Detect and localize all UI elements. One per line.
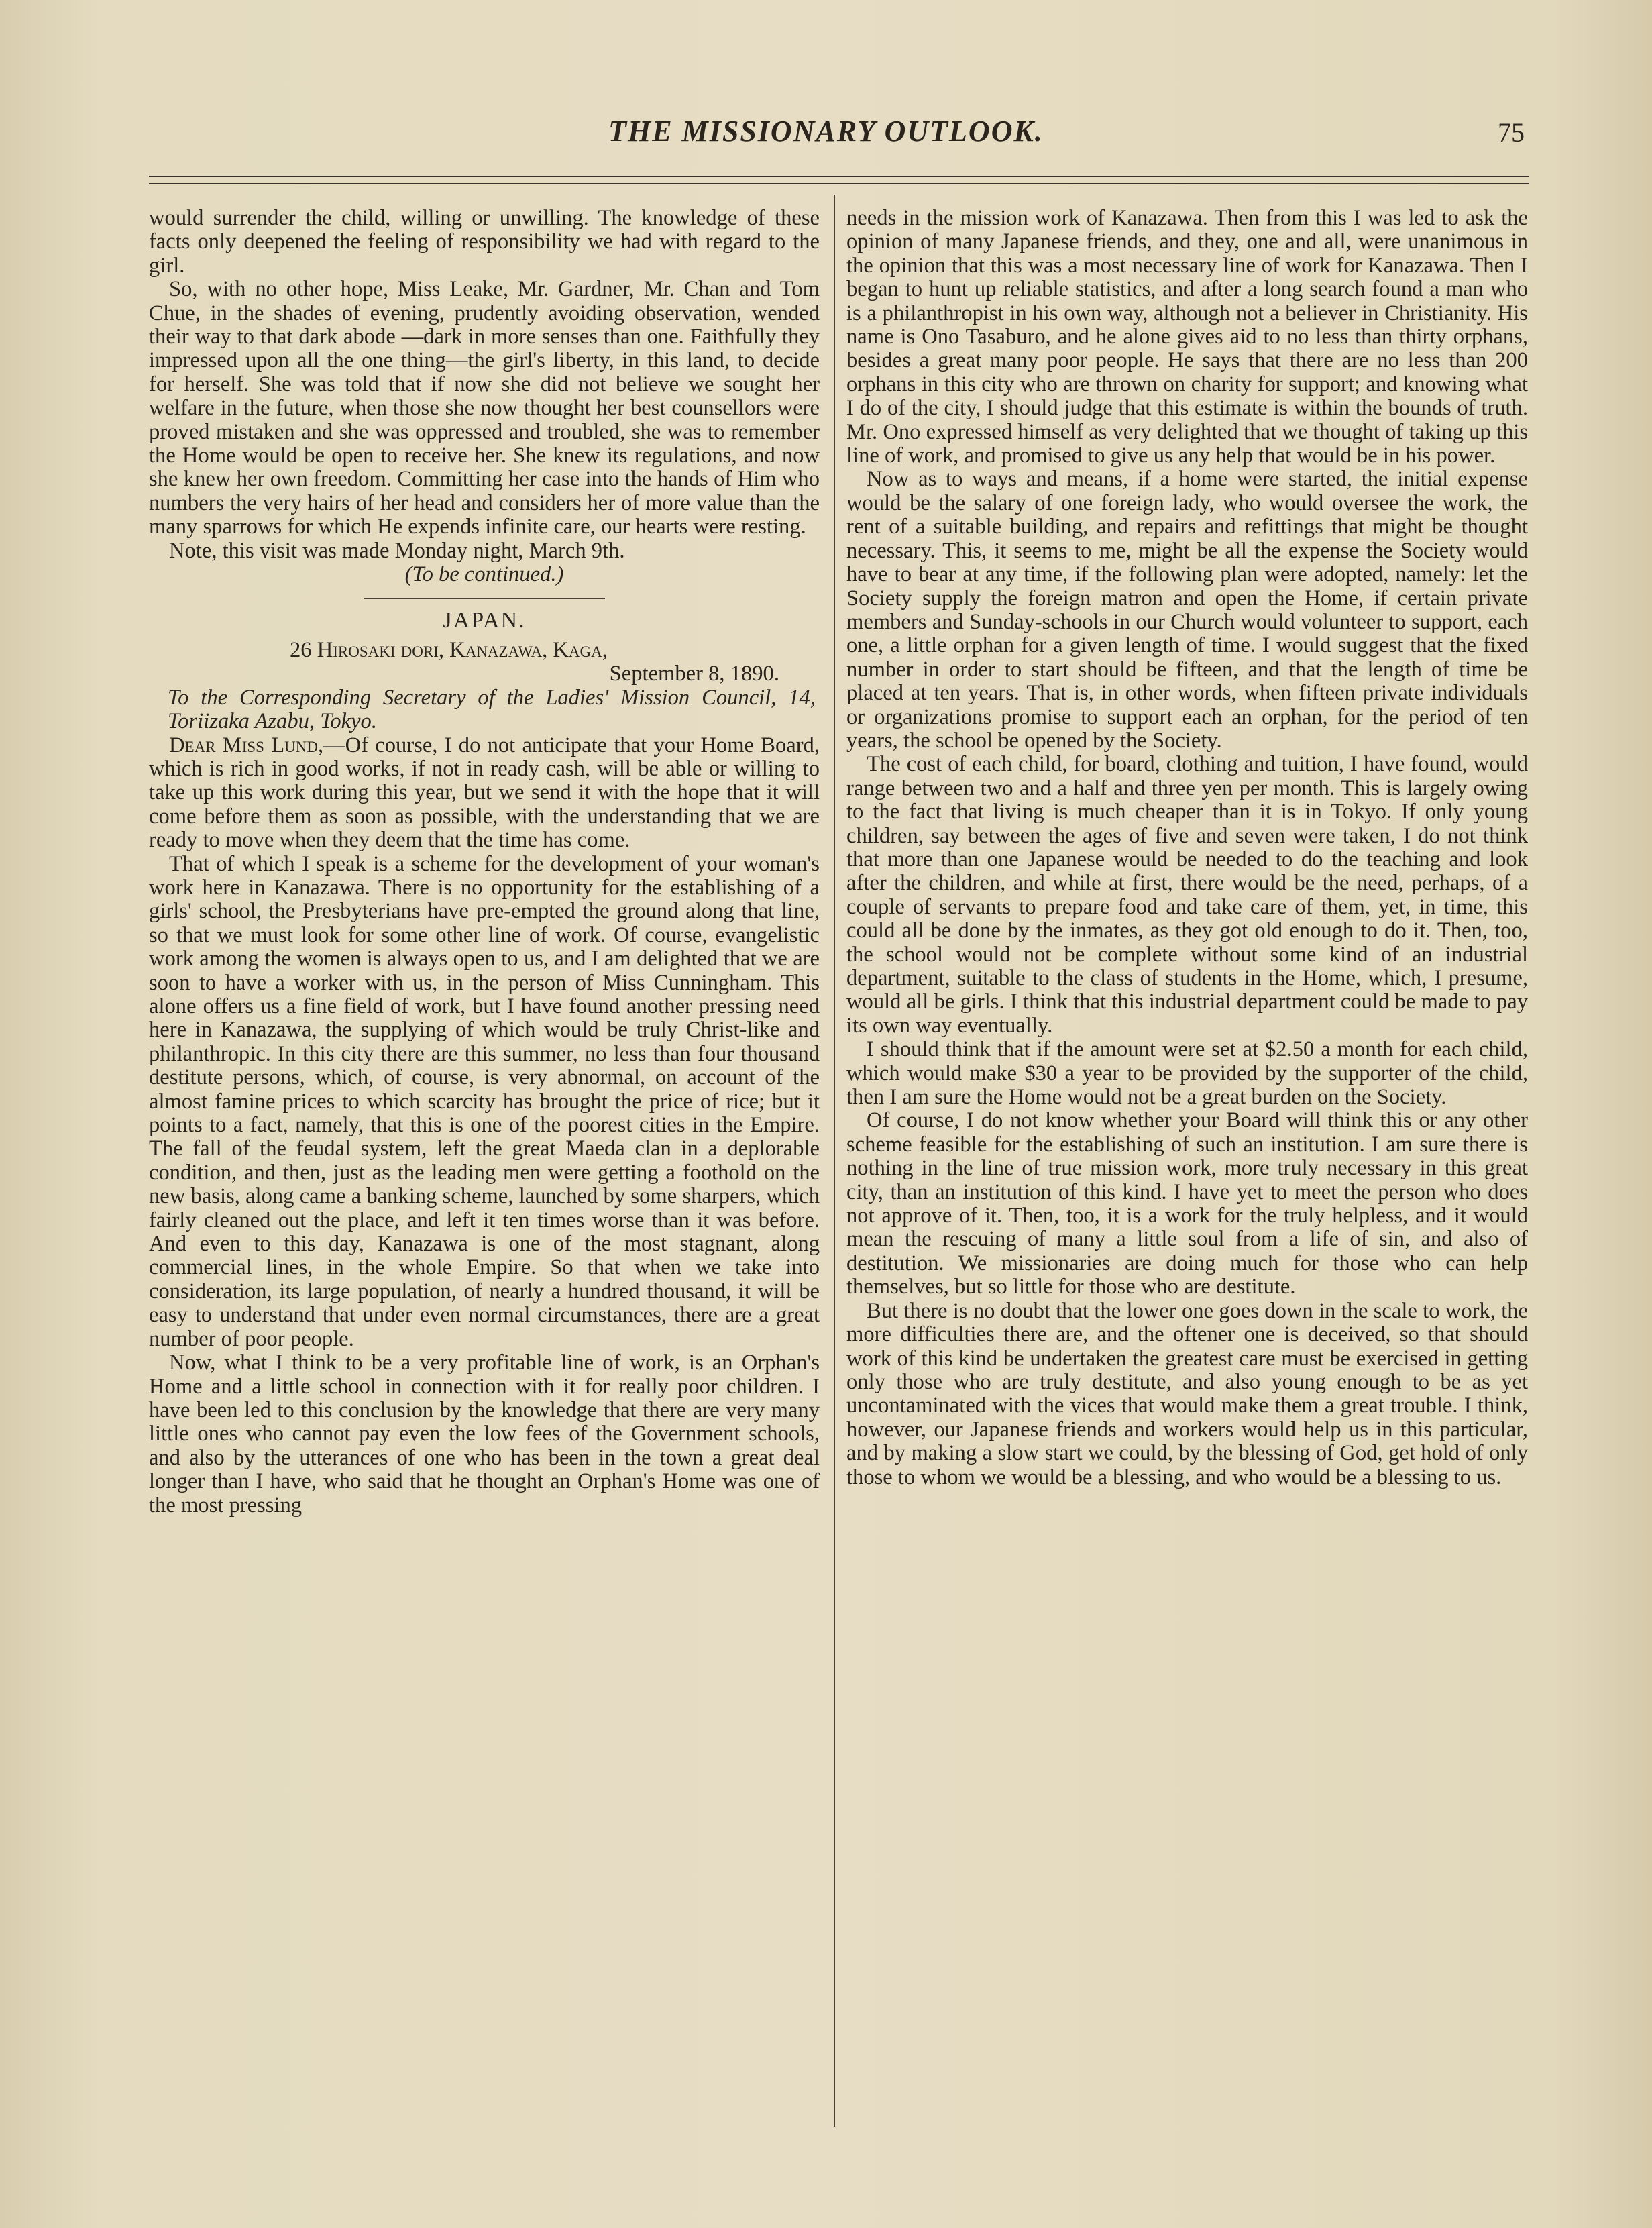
section-heading: JAPAN.: [443, 607, 526, 633]
header-rule-bottom: [149, 183, 1529, 184]
letter-address: 26 Hirosaki dori, Kanazawa, Kaga,: [290, 637, 608, 662]
paragraph-text: —Of course, I do not anticipate that your Home Board, which is rich in good works, if not in ready cash, will be able or willing to take up this work during this year, but we send it with the hope that it will come before them as soon as possible, with the understanding that we are ready to move when they deem that the time has come.: [149, 733, 820, 853]
running-title: THE MISSIONARY OUTLOOK.: [608, 115, 1044, 148]
paragraph: I should think that if the amount were set at $2.50 a month for each child, which would make $30 a year to be provided by the supporter of the child, then I am sure the Home would not be a great burden on the Society.: [846, 1037, 1528, 1110]
section-divider: [364, 598, 605, 599]
paragraph: So, with no other hope, Miss Leake, Mr. Gardner, Mr. Chan and Tom Chue, in the shades of evening, prudently avoiding observation, wended their way to that dark abode —dark in more senses than one. Faithfully they impressed upon all the one thing—the girl's liberty, in this land, to decide for herself. She was told that if now she did not believe we sought her welfare in the future, when those she now thought her best counsellors were proved mistaken and she was oppressed and troubled, she was to remember the Home would be open to receive her. She knew its regulations, and now she knew her own freedom. Committing her case into the hands of Him who numbers the very hairs of her head and considers her of more value than the many sparrows for which He expends infinite care, our hearts were resting.: [149, 277, 820, 539]
column-divider: [834, 195, 835, 2127]
right-column: [846, 207, 1528, 2152]
paragraph: Now, what I think to be a very profitable line of work, is an Orphan's Home and a little school in connection with it for really poor children. I have been led to this conclusion by the knowledge that there are very many little ones who cannot pay even the low fees of the Government schools, and also by the utterances of one who has been in the town a great deal longer than I have, who said that he thought an Orphan's Home was one of the most pressing: [149, 1350, 820, 1518]
paragraph: Of course, I do not know whether your Board will think this or any other scheme feasible for the establishing of such an institution. I am sure there is nothing in the line of true mission work, more truly necessary in this great city, than an institution of this kind. I have yet to meet the person who does not approve of it. Then, too, it is a work for the truly helpless, and it would mean the rescuing of many a little soul from a life of sin, and also of destitution. We missionaries are doing much for those who can help themselves, but so little for those who are destitute.: [846, 1108, 1528, 1299]
paragraph: Now as to ways and means, if a home were started, the initial expense would be the salary of one foreign lady, who would oversee the work, the rent of a suitable building, and repairs and refittings that might be thought necessary. This, it seems to me, might be all the expense the Society would have to bear at any time, if the following plan were adopted, namely: let the Society supply the foreign matron and open the Home, if certain private members and Sunday-schools in our Church would volunteer to support, each one, a little orphan for a given length of time. I would suggest that the fixed number in order to start should be fifteen, and that the length of time be placed at ten years. That is, in other words, when fifteen private individuals or organizations promise to support each an orphan, for the period of ten years, the school be opened by the Society.: [846, 467, 1528, 753]
letter-recipient: To the Corresponding Secretary of the Ladies' Mission Council, 14, Toriizaka Azabu, Tokyo.: [168, 685, 816, 734]
page-header: [0, 114, 1652, 168]
paragraph: But there is no doubt that the lower one goes down in the scale to work, the more difficulties there are, and the oftener one is deceived, so that should work of this kind be undertaken the greatest care must be exercised in getting only those who are truly destitute, and also young enough to be as yet uncontaminated with the vices that would make them a great trouble. I think, however, our Japanese friends and workers would help us in this particular, and by making a slow start we could, by the blessing of God, get hold of only those to whom we would be a blessing, and who would be a blessing to us.: [846, 1298, 1528, 1489]
paragraph: needs in the mission work of Kanazawa. Then from this I was led to ask the opinion of many Japanese friends, and they, one and all, were unanimous in the opinion that this was a most necessary line of work for Kanazawa. Then I began to hunt up reliable statistics, and after a long search found a man who is a philanthropist in his own way, although not a believer in Christianity. His name is Ono Tasaburo, and he alone gives aid to no less than thirty orphans, besides a great many poor people. He says that there are no less than 200 orphans in this city who are thrown on charity for support; and knowing what I do of the city, I should judge that this estimate is within the bounds of truth. Mr. Ono expressed himself as very delighted that we thought of taking up this line of work, and promised to give us any help that would be in his power.: [846, 207, 1528, 468]
paragraph: [149, 734, 820, 853]
paragraph: That of which I speak is a scheme for the development of your woman's work here in Kanazawa. There is no opportunity for the establishing of a girls' school, the Presbyterians have pre-empted the ground along that line, so that we must look for some other line of work. Of course, evangelistic work among the women is always open to us, and I am delighted that we are soon to have a worker with us, in the person of Miss Cunningham. This alone offers us a fine field of work, but I have found another pressing need here in Kanazawa, the supplying of which would be truly Christ-like and philanthropic. In this city there are this summer, no less than four thousand destitute persons, which, of course, is very abnormal, on account of the almost famine prices to which scarcity has brought the price of rice; but it points to a fact, namely, that this is one of the poorest cities in the Empire. The fall of the feudal system, left the great Maeda clan in a deplorable condition, and then, just as the leading men were getting a foothold on the new basis, along came a banking scheme, launched by some sharpers, which fairly cleaned out the place, and left it ten times worse than it was before. And even to this day, Kanazawa is one of the most stagnant, along commercial lines, in the whole Empire. So that when we take into consideration, its large population, of nearly a hundred thousand, it will be easy to understand that under even normal circumstances, there are a great number of poor people.: [149, 851, 820, 1351]
paragraph: would surrender the child, willing or unwilling. The knowledge of these facts only deepened the feeling of responsibility we had with regard to the girl.: [149, 207, 820, 278]
note: Note, this visit was made Monday night, March 9th.: [169, 538, 625, 563]
letter-date: September 8, 1890.: [609, 661, 779, 686]
letter-salutation: Dear Miss Lund,: [169, 733, 324, 757]
header-rule-top: [149, 176, 1529, 177]
to-be-continued: (To be continued.): [404, 562, 564, 587]
page-number: 75: [1498, 117, 1525, 148]
left-column: [149, 207, 820, 2152]
paragraph: The cost of each child, for board, clothing and tuition, I have found, would range between two and a half and three yen per month. This is largely owing to the fact that living is much cheaper than it is in Tokyo. If only young children, say between the ages of five and seven were taken, I do not think that more than one Japanese would be needed to do the teaching and look after the children, and while at first, there would be the need, perhaps, of a couple of servants to prepare food and take care of them, yet, in time, this could all be done by the inmates, as they got old enough to do it. Then, too, the school would not be complete without some kind of an industrial department, suitable to the class of students in the Home, which, I presume, would all be girls. I think that this industrial department could be made to pay its own way eventually.: [846, 752, 1528, 1038]
